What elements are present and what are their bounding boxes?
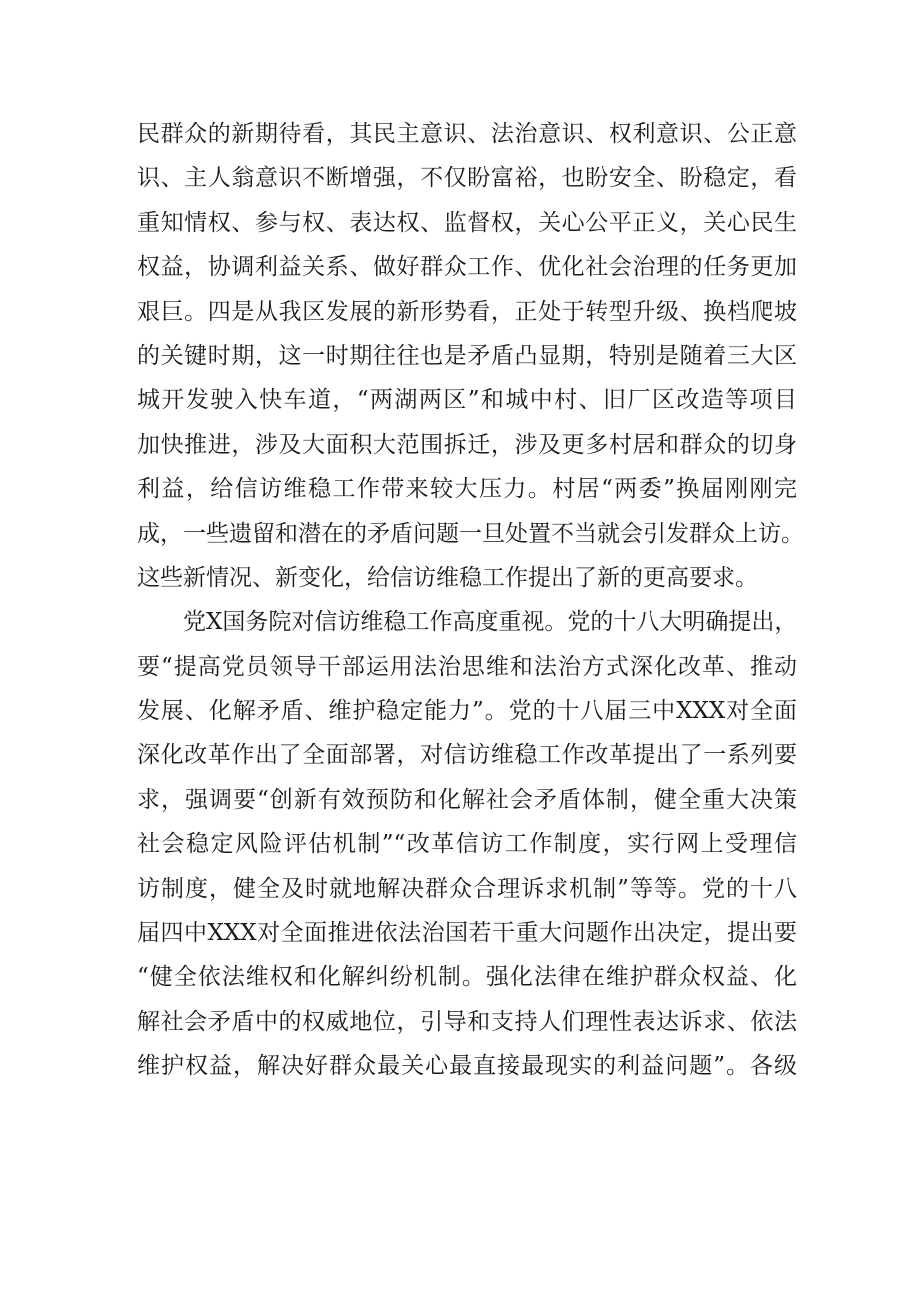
text-line: 解社会矛盾中的权威地位，引导和支持人们理性表达诉求、依法	[137, 1008, 797, 1035]
text-line: 发展、化解矛盾、维护稳定能力”。党的十八届三中XXX对全面	[137, 698, 797, 725]
text-line: 社会稳定风险评估机制”“改革信访工作制度，实行网上受理信	[137, 831, 797, 858]
paragraph-first-line: 党X国务院对信访维稳工作高度重视。党的十八大明确提出，	[183, 609, 798, 636]
text-line: 成，一些遗留和潜在的矛盾问题一旦处置不当就会引发群众上访。	[137, 520, 804, 547]
text-line: 届四中XXX对全面推进依法治国若干重大问题作出决定，提出要	[137, 920, 797, 947]
text-line: 重知情权、参与权、表达权、监督权，关心公平正义，关心民生	[137, 209, 797, 236]
text-line: 识、主人翁意识不断增强，不仅盼富裕，也盼安全、盼稳定，看	[137, 165, 797, 192]
paragraph-end-line: 这些新情况、新变化，给信访维稳工作提出了新的更高要求。	[137, 564, 758, 591]
text-line: 权益，协调利益关系、做好群众工作、优化社会治理的任务更加	[137, 254, 797, 281]
text-line: 要“提高党员领导干部运用法治思维和法治方式深化改革、推动	[137, 653, 797, 680]
text-line: 维护权益，解决好群众最关心最直接最现实的利益问题”。各级	[137, 1053, 797, 1080]
text-line: 民群众的新期待看，其民主意识、法治意识、权利意识、公正意	[137, 121, 797, 147]
text-line: 求，强调要“创新有效预防和化解社会矛盾体制，健全重大决策	[137, 786, 797, 813]
text-line: 利益，给信访维稳工作带来较大压力。村居“两委”换届刚刚完	[137, 476, 797, 503]
text-line: 的关键时期，这一时期往往也是矛盾凸显期，特别是随着三大区	[137, 342, 797, 369]
text-line: “健全依法维权和化解纠纷机制。强化法律在维护群众权益、化	[137, 964, 797, 991]
text-line: 深化改革作出了全面部署，对信访维稳工作改革提出了一系列要	[137, 742, 797, 769]
text-line: 加快推进，涉及大面积大范围拆迁，涉及更多村居和群众的切身	[137, 431, 797, 458]
body-text	[137, 112, 804, 1089]
text-line: 访制度，健全及时就地解决群众合理诉求机制”等等。党的十八	[137, 875, 797, 902]
text-line: 城开发驶入快车道，“两湖两区”和城中村、旧厂区改造等项目	[137, 387, 797, 414]
text-line: 艰巨。四是从我区发展的新形势看，正处于转型升级、换档爬坡	[137, 298, 797, 325]
